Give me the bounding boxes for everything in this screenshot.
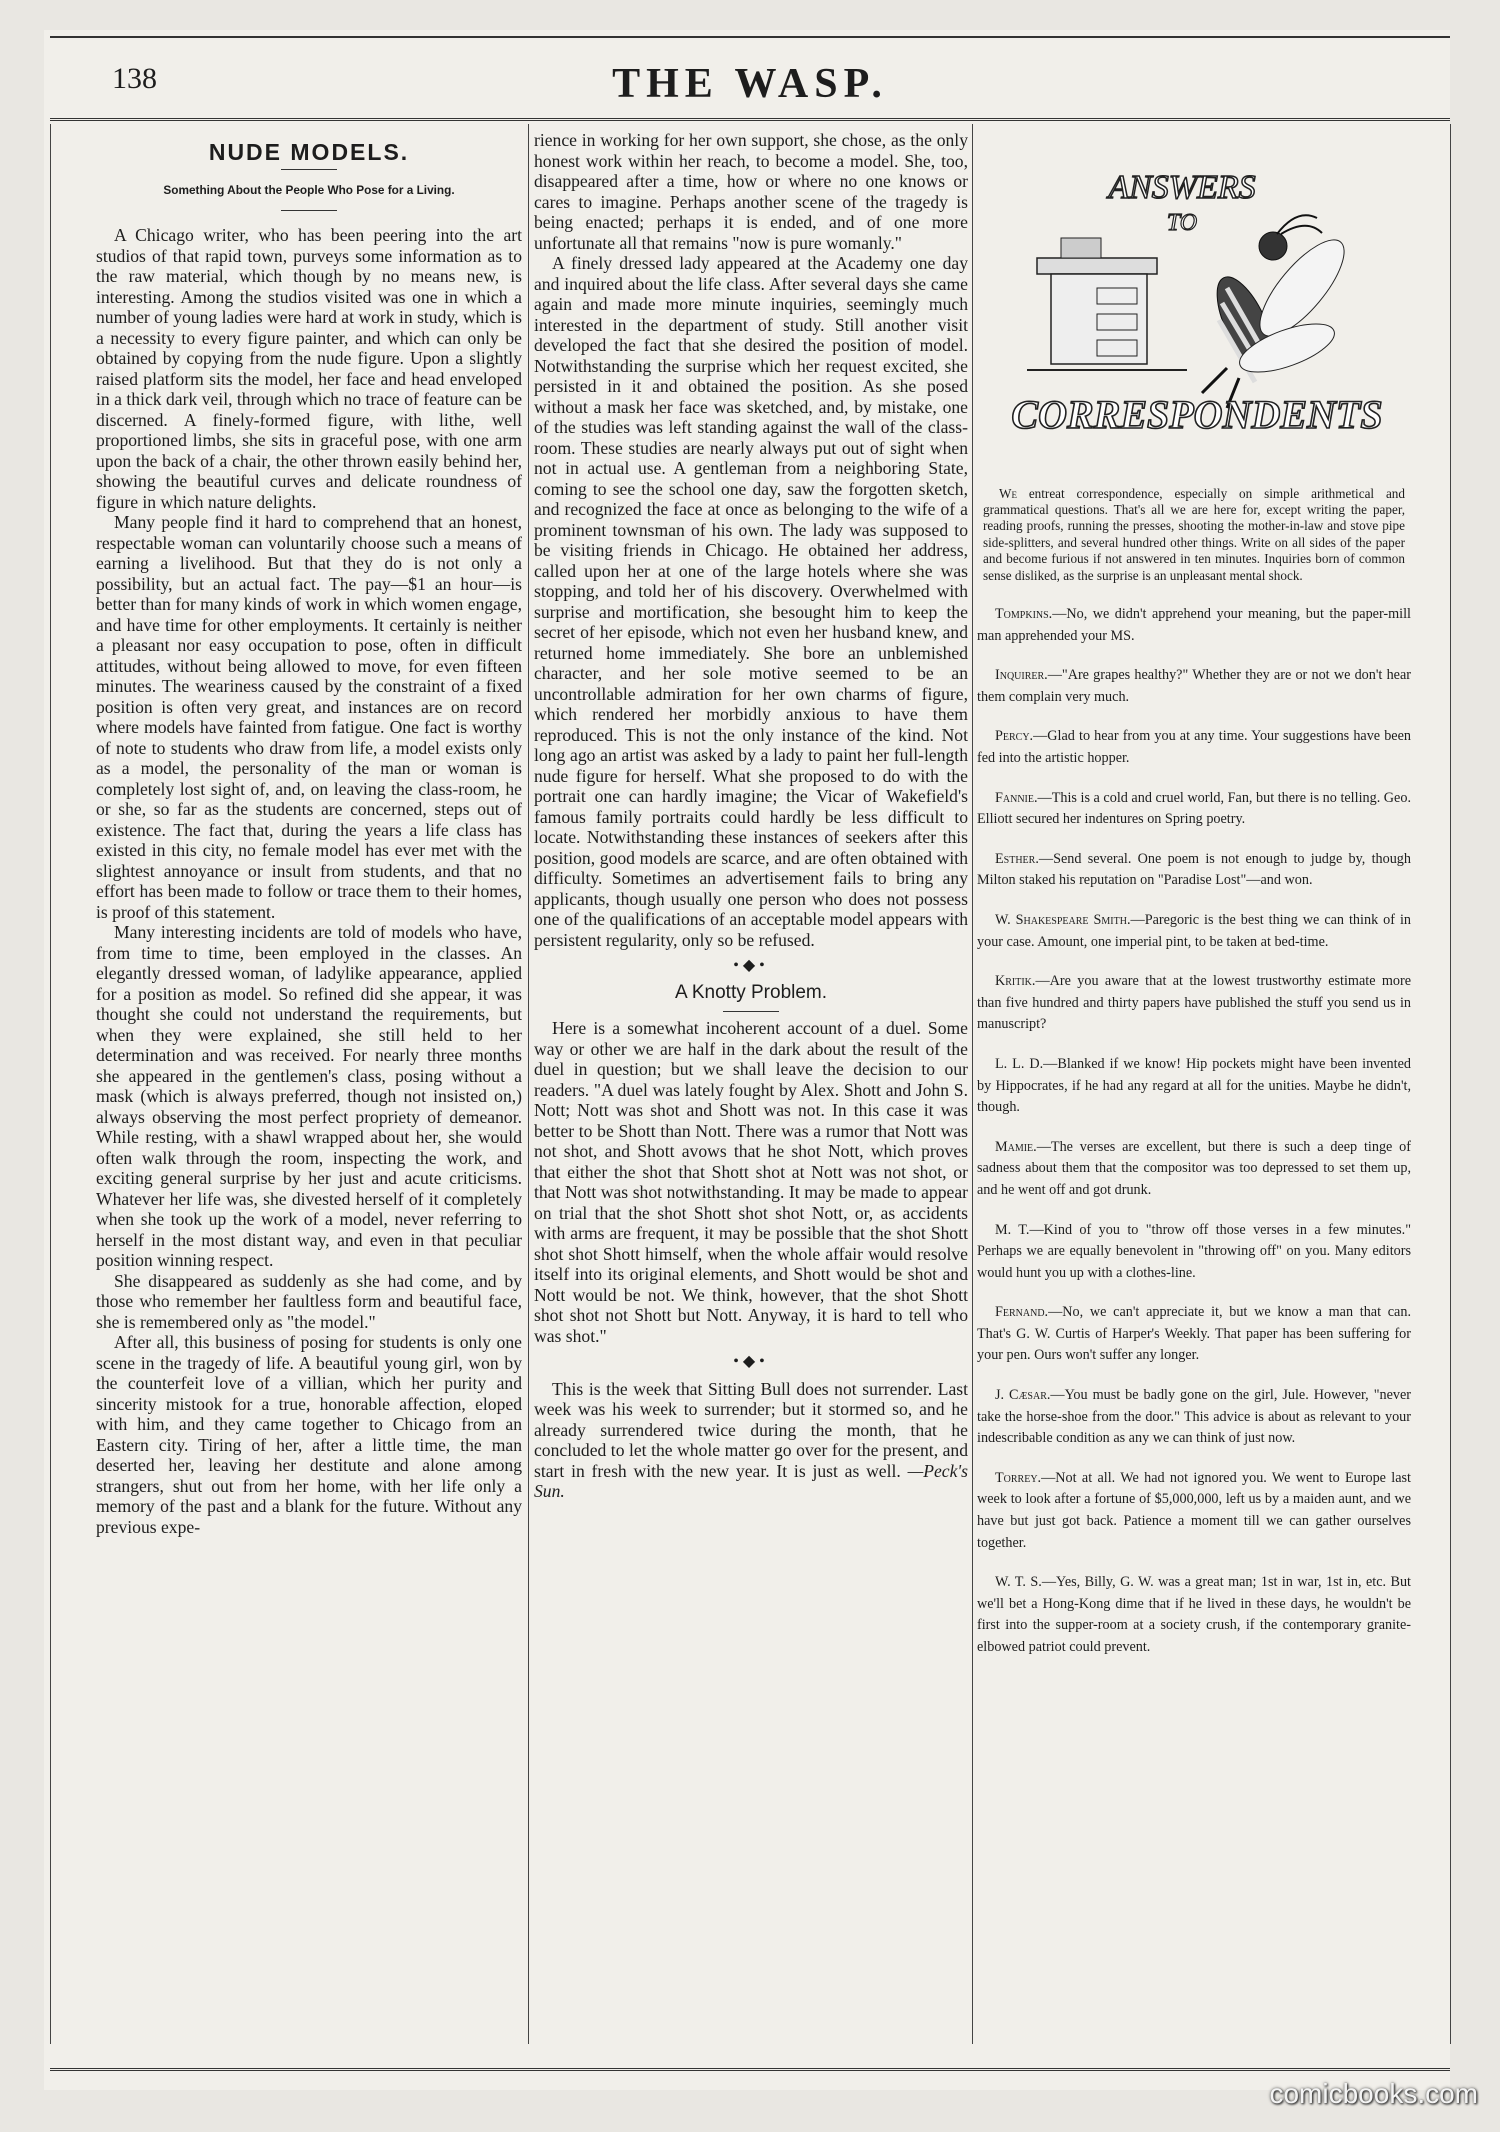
answer-name: L. L. D. xyxy=(995,1055,1044,1072)
answer-item xyxy=(977,1220,1411,1285)
desk-icon xyxy=(1027,238,1187,370)
page-number: 138 xyxy=(112,62,157,95)
answer-text: —The verses are excellent, but there is such a deep tinge of sadness about them that the compositor was too depressed to set them up, and he went off and got drunk. xyxy=(977,1138,1411,1198)
left-border xyxy=(50,124,51,2044)
title-rule xyxy=(281,169,337,170)
answer-item xyxy=(977,849,1411,892)
intro-lead: We xyxy=(999,485,1017,501)
cartoon-word-answers: ANSWERS xyxy=(1108,169,1256,206)
answer-item xyxy=(977,971,1411,1036)
cartoon-word-to: TO xyxy=(1166,210,1198,236)
paragraph: A Chicago writer, who has been peering into the art studios of that rapid town, purveys some information as to the raw material, which though by no means new, is interesting. Among the studios visited was one in which a number of young ladies were hard at work in study, which is a necessity to every figure painter, and which can only be obtained by copying from the nude figure. Upon a slightly raised platform sits the model, her face and head enveloped in a thick dark veil, through which no trace of feature can be discerned. A finely-formed figure, with lithe, well proportioned limbs, she sits in graceful pose, with one arm upon the back of a chair, the other thrown easily behind her, showing the beautiful curves and delicate roundness of figure in which nature delights. xyxy=(96,225,522,512)
paragraph: Here is a somewhat incoherent account of a duel. Some way or other we are half in the dark about the result of the duel in question; but we shall leave the decision to our readers. "A duel was lately fought by Alex. Shott and John S. Nott; Nott was shot and Shott was not. In this case it was better to be Shott than Nott. There was a rumor that Nott was not shot, and Shott avows that he shot Nott, which proves that either the shot that Shott shot at Nott was not shot, or that Nott was shot notwithstanding. It may be made to appear on trial that the shot Shott shot shot Nott, or, as accidents with arms are frequent, it may be possible that the shot Shott shot shot Shott himself, when the whole affair would resolve itself into its original elements, and Shott would be shot and Nott would be not. We think, however, that the shot Shott shot shot not Shott but Nott. Anyway, it is hard to tell who was shot." xyxy=(534,1018,968,1346)
column-rule-2 xyxy=(972,124,973,2044)
answer-text: —This is a cold and cruel world, Fan, but there is no telling. Geo. Elliott secured her indentures on Spring poetry. xyxy=(977,789,1411,828)
answer-name: Fernand. xyxy=(995,1304,1049,1321)
answer-name: Inquirer. xyxy=(995,667,1048,684)
answer-text: —No, we didn't apprehend your meaning, but the paper-mill man apprehended your MS. xyxy=(977,606,1411,644)
section-ornament: •◆• xyxy=(733,1353,769,1370)
paragraph: Many people find it hard to comprehend that an honest, respectable woman can voluntarily choose such a means of earning a livelihood. But that they do is not only a possibility, but an actual fact. The pay—$1 an hour—is better than for many kinds of work in which women engage, and have time for other employments. It certainly is neither a pleasant nor easy occupation to pose, often in difficult attitudes, without being allowed to move, for even fifteen minutes. The weariness caused by the constraint of a fixed position is often very great, and instances are on record where models have fainted from fatigue. One fact is worthy of note to students who draw from life, a model exists only as a model, the personality of the man or woman is completely lost sight of, and, on leaving the class-room, he or she, so far as the students are concerned, steps out of existence. The fact that, during the years a life class has existed in this city, no female model has ever met with the slightest annoyance or insult from students, and that no effort has been made to follow or trace them to their homes, is proof of this statement. xyxy=(96,512,522,922)
answer-text: —Blanked if we know! Hip pockets might have been invented by Hippocrates, if he had any regard at all for the unities. Maybe he didn't, though. xyxy=(977,1055,1411,1116)
right-border xyxy=(1450,124,1451,2044)
answer-item xyxy=(977,726,1411,769)
answer-name: W. T. S. xyxy=(995,1574,1042,1591)
column-2 xyxy=(534,130,968,2030)
answer-name: M. T. xyxy=(995,1221,1030,1238)
column-1 xyxy=(96,130,522,2030)
paragraph: Many interesting incidents are told of models who have, from time to time, been employed in the classes. An elegantly dressed woman, of ladylike appearance, applied for a position as model. So refined did she appear, it was thought she could not understand the requirements, but when they were explained, she still held to her determination and was received. For nearly three months she appeared in the gentlemen's class, posing without a mask (which is always preferred, though not insisted on,) always observing the most perfect propriety of demeanor. While resting, with a shawl wrapped about her, she would often walk through the room, inspecting the work, and exciting general surprise by her just and acute criticisms. Whatever her life was, she divested herself of it completely when she took up the work of a model, never referring to herself in the most distant way, and even in that peculiar position winning respect. xyxy=(96,922,522,1270)
paragraph: After all, this business of posing for students is only one scene in the tragedy of life. A beautiful young girl, won by the counterfeit love of a villian, which her purity and sincerity mistook for a true, honorable affection, eloped with him, and they came together to Chicago from an Eastern city. Tiring of her, after a little time, the man deserted her, leaving her destitute and alone among strangers, shut out from her home, with her life only a memory of the past and a blank for the future. Without any previous expe- xyxy=(96,1332,522,1537)
masthead-title: THE WASP. xyxy=(612,61,888,107)
answer-item xyxy=(977,1572,1411,1658)
article-subtitle: Something About the People Who Pose for a Living. xyxy=(163,182,455,197)
answer-text: —Send several. One poem is not enough to judge by, though Milton staked his reputation on "Paradise Lost"—and won. xyxy=(977,850,1411,889)
article-title-nude-models: NUDE MODELS. xyxy=(208,139,410,165)
answer-text: —Paregoric is the best thing we can think of in your case. Amount, one imperial pint, to be taken at bed-time. xyxy=(977,911,1411,950)
answer-item xyxy=(977,1137,1411,1202)
answer-item xyxy=(977,665,1411,708)
wasp-illustration-icon xyxy=(1202,215,1357,408)
answer-item xyxy=(977,1468,1411,1554)
paragraph xyxy=(534,1379,968,1502)
masthead-rule xyxy=(50,118,1450,121)
answer-item xyxy=(977,910,1411,953)
answer-item xyxy=(977,1385,1411,1450)
answer-name: Kritik. xyxy=(995,973,1036,990)
answer-name: Mamie. xyxy=(995,1138,1037,1155)
answer-item xyxy=(977,604,1411,647)
title-rule xyxy=(723,1011,779,1012)
column-rule-1 xyxy=(528,124,529,2044)
answer-text: —Not at all. We had not ignored you. We went to Europe last week to look after a fortune of $5,000,000, left us by a maiden aunt, and we have but just got back. Patience a moment till we can gather ourselves together. xyxy=(977,1469,1411,1551)
answer-text: —No, we can't appreciate it, but we know a man that can. That's G. W. Curtis of Harper's Weekly. That paper has been suffering for your pen. Ours won't suffer any longer. xyxy=(977,1304,1411,1364)
intro-text: entreat correspondence, especially on simple arithmetical and grammatical questions. That's all we are here for, except writing the paper, reading proofs, running the presses, shooting the mother-in-law and stove pipe side-splitters, and several hundred other things. Write on all sides of the paper and become furious if not answered in ten minutes. Inquiries born of common sense disliked, as the surprise is an unpleasant mental shock. xyxy=(983,485,1405,583)
answer-text: —"Are grapes healthy?" Whether they are or not we don't hear them complain very much. xyxy=(977,667,1411,705)
answer-text: —You must be badly gone on the girl, Jule. However, "never take the horse-shoe from the door." This advice is about as relevant to your indescribable condition as any we can think of just now. xyxy=(977,1387,1411,1447)
answer-name: Esther. xyxy=(995,850,1039,867)
top-rule xyxy=(50,36,1450,38)
subtitle-rule xyxy=(281,210,337,211)
paragraph: rience in working for her own support, she chose, as the only honest work within her reach, to become a model. She, too, disappeared after a time, how or where no one knows or cares to imagine. Perhaps another scene of the tragedy is being enacted; perhaps it is ended, and of one more unfortunate all that remains "now is pure womanly." xyxy=(534,130,968,253)
closing-text: This is the week that Sitting Bull does not surrender. Last week was his week to surrender; but it stormed so, and he already surrendered twice during the month, that he concluded to let the whole matter go over for the present, and start in fresh with the new year. It is just as well. xyxy=(534,1378,968,1481)
paragraph: She disappeared as suddenly as she had come, and by those who remember her faultless form and beautiful face, she is remembered only as "the model." xyxy=(96,1270,522,1332)
answer-item xyxy=(977,1054,1411,1119)
answer-item xyxy=(977,788,1411,831)
answers-list xyxy=(977,604,1411,1659)
watermark: comicbooks.com xyxy=(1269,2078,1478,2109)
answer-name: J. Cæsar. xyxy=(995,1387,1051,1404)
answers-to-correspondents-cartoon xyxy=(977,138,1411,468)
answer-name: Torrey. xyxy=(995,1469,1042,1486)
answer-name: Tompkins. xyxy=(995,606,1053,623)
answer-item xyxy=(977,1302,1411,1367)
paragraph: A finely dressed lady appeared at the Academy one day and inquired about the life class. After several days she came again and made more minute inquiries, seemingly much interested in the department of study. Still another visit developed the fact that she desired the position of model. Notwithstanding the surprise which her request excited, she persisted in it and obtained the position. As she posed without a mask her face was sketched, and, by mistake, one of the studies was left standing against the wall of the class-room. These studies are nearly always put out of sight when not in actual use. A gentleman from a neighboring State, coming to see the school one day, saw the forgotten sketch, and recognized the face at once as belonging to the wife of a prominent townsman of his own. The lady was supposed to be visiting friends in Chicago. He obtained her address, called upon her at one of the large hotels where she was stopping, and told her of his discovery. Overwhelmed with surprise and mortification, she besought him to keep the secret of her episode, which not even her husband knew, and returned home immediately. She bore an unblemished character, and her sole motive seemed to be an uncontrollable admiration for her own charms of figure, which rendered her morbidly anxious to have them reproduced. This is not the only instance of the kind. Not long ago an artist was asked by a lady to paint her full-length nude figure for herself. What she proposed to do with the portrait one can hardly imagine; the Vicar of Wakefield's famous family portraits could hardly be less difficult to locate. Notwithstanding these instances of seekers after this position, good models are scarce, and are often obtained with difficulty. Sometimes an advertisement fails to bring any applicants, though usually one person who does not possess one of the qualifications of an acceptable model appears with persistent regularity, only so be refused. xyxy=(534,253,968,950)
intro-paragraph xyxy=(983,486,1405,584)
cartoon-word-correspondents: CORRESPONDENTS xyxy=(1011,392,1383,437)
answer-text: —Glad to hear from you at any time. Your suggestions have been fed into the artistic hopper. xyxy=(977,728,1411,766)
answer-text: —Kind of you to "throw off those verses in a few minutes." Perhaps we are equally benevolent in "throwing off" on you. Many editors would hunt you up with a clothes-line. xyxy=(977,1221,1411,1281)
section-ornament: •◆• xyxy=(733,957,769,974)
bottom-rule xyxy=(50,2068,1450,2071)
answer-name: Fannie. xyxy=(995,789,1038,806)
closing-source: —Peck's Sun. xyxy=(534,1460,968,1501)
answer-name: Percy. xyxy=(995,728,1034,745)
answer-text: —Are you aware that at the lowest trustworthy estimate more than five hundred and thirty papers have published the stuff you send us in manuscript? xyxy=(977,973,1411,1033)
answer-name: W. Shakespeare Smith. xyxy=(995,911,1131,928)
article-title-knotty-problem: A Knotty Problem. xyxy=(674,981,828,1003)
column-3 xyxy=(977,130,1411,2030)
answer-text: —Yes, Billy, G. W. was a great man; 1st in war, 1st in, etc. But we'll bet a Hong-Kong dime that if he lived in these days, he wouldn't be first into the supper-room at a society crush, if the contemporary granite-elbowed patriot could prevent. xyxy=(977,1574,1411,1655)
